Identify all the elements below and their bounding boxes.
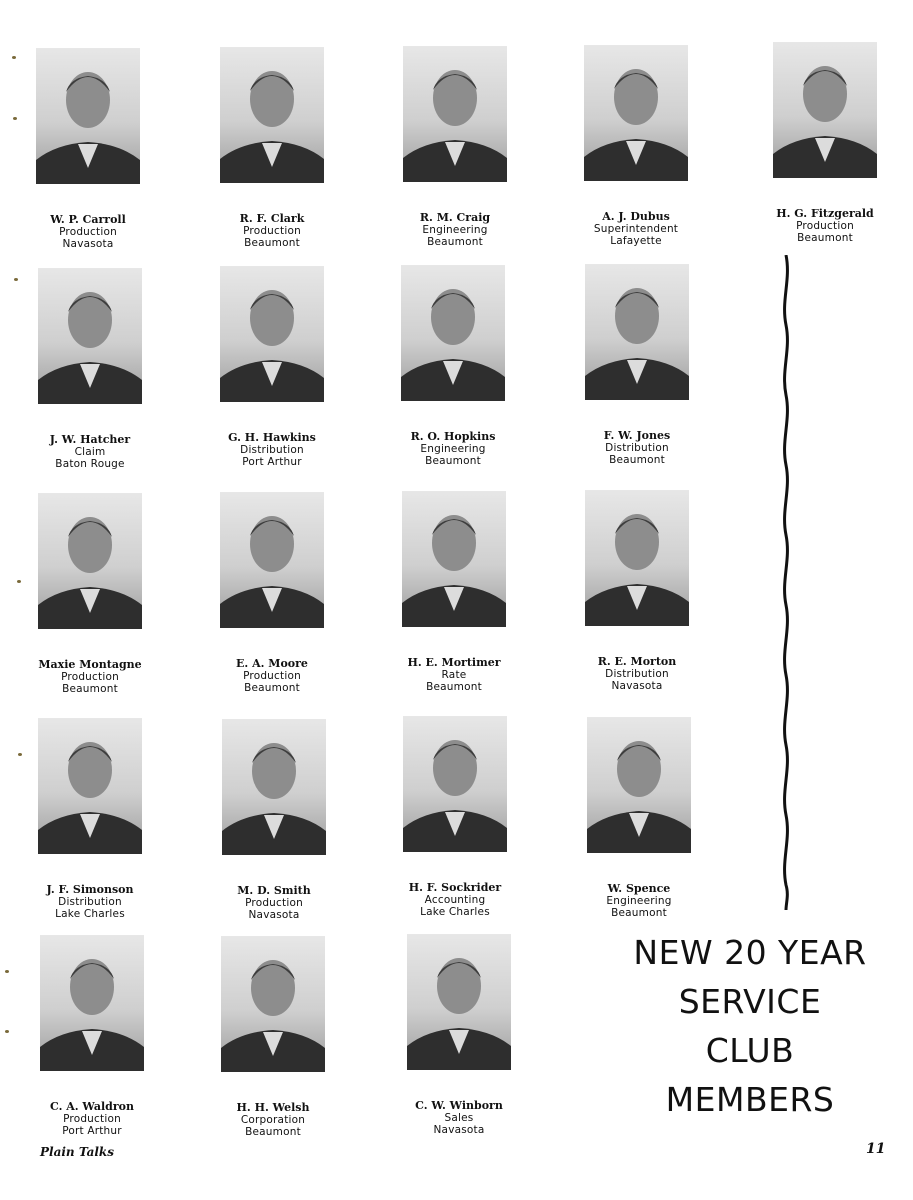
portrait-photo bbox=[220, 492, 324, 628]
member-card bbox=[17, 935, 167, 1137]
member-card bbox=[15, 268, 165, 470]
portrait-photo bbox=[221, 936, 325, 1072]
member-name: R. O. Hopkins bbox=[410, 430, 496, 443]
portrait-photo bbox=[403, 46, 507, 182]
member-location: Navasota bbox=[248, 909, 300, 921]
scan-speck bbox=[14, 278, 18, 281]
wavy-divider bbox=[778, 255, 794, 910]
member-name: H. E. Mortimer bbox=[407, 656, 501, 669]
member-location: Lake Charles bbox=[55, 908, 125, 920]
member-location: Beaumont bbox=[245, 1126, 301, 1138]
member-card bbox=[199, 719, 349, 921]
member-location: Beaumont bbox=[797, 232, 853, 244]
portrait-photo bbox=[222, 719, 326, 855]
member-card bbox=[562, 264, 712, 466]
portrait-photo bbox=[38, 718, 142, 854]
portrait-photo bbox=[36, 48, 140, 184]
member-name: R. F. Clark bbox=[239, 212, 305, 225]
member-location: Beaumont bbox=[609, 454, 665, 466]
member-department: Sales bbox=[444, 1112, 474, 1124]
member-card bbox=[15, 718, 165, 920]
member-department: Superintendent bbox=[593, 223, 679, 235]
member-department: Engineering bbox=[420, 443, 486, 455]
scan-speck bbox=[17, 580, 21, 583]
member-location: Port Arthur bbox=[242, 456, 302, 468]
member-location: Beaumont bbox=[425, 455, 481, 467]
member-name: W. P. Carroll bbox=[50, 213, 126, 226]
member-card bbox=[384, 934, 534, 1136]
member-name: J. F. Simonson bbox=[46, 883, 134, 896]
headline-line: SERVICE bbox=[678, 982, 822, 1021]
member-card bbox=[380, 716, 530, 918]
portrait-photo bbox=[40, 935, 144, 1071]
scan-speck bbox=[13, 117, 17, 120]
member-department: Production bbox=[243, 670, 301, 682]
member-department: Production bbox=[796, 220, 854, 232]
scan-speck bbox=[5, 970, 9, 973]
member-name: R. M. Craig bbox=[419, 211, 491, 224]
member-card bbox=[197, 47, 347, 249]
member-location: Beaumont bbox=[427, 236, 483, 248]
member-location: Beaumont bbox=[62, 683, 118, 695]
member-name: J. W. Hatcher bbox=[49, 433, 131, 446]
member-card bbox=[380, 46, 530, 248]
member-location: Navasota bbox=[62, 238, 114, 250]
member-name: H. F. Sockrider bbox=[408, 881, 502, 894]
portrait-photo bbox=[220, 266, 324, 402]
member-location: Baton Rouge bbox=[55, 458, 125, 470]
member-location: Port Arthur bbox=[62, 1125, 122, 1137]
portrait-photo bbox=[773, 42, 877, 178]
member-name: H. G. Fitzgerald bbox=[776, 207, 874, 220]
member-department: Distribution bbox=[605, 442, 669, 454]
member-department: Production bbox=[63, 1113, 121, 1125]
member-department: Engineering bbox=[422, 224, 488, 236]
publication-name: Plain Talks bbox=[40, 1145, 115, 1159]
member-department: Production bbox=[243, 225, 301, 237]
page-number: 11 bbox=[866, 1141, 886, 1157]
portrait-photo bbox=[220, 47, 324, 183]
member-department: Distribution bbox=[240, 444, 304, 456]
portrait-photo bbox=[584, 45, 688, 181]
member-name: W. Spence bbox=[607, 882, 671, 895]
member-department: Corporation bbox=[240, 1114, 306, 1126]
member-card bbox=[378, 265, 528, 467]
member-name: C. A. Waldron bbox=[50, 1100, 134, 1113]
member-name: F. W. Jones bbox=[603, 429, 671, 442]
scan-speck bbox=[18, 753, 22, 756]
member-name: Maxie Montagne bbox=[38, 658, 142, 671]
member-card bbox=[561, 45, 711, 247]
scan-speck bbox=[5, 1030, 9, 1033]
portrait-photo bbox=[587, 717, 691, 853]
headline-block bbox=[620, 928, 880, 1124]
member-location: Beaumont bbox=[244, 237, 300, 249]
portrait-photo bbox=[407, 934, 511, 1070]
member-location: Lake Charles bbox=[420, 906, 490, 918]
member-department: Accounting bbox=[424, 894, 486, 906]
member-department: Rate bbox=[441, 669, 467, 681]
member-card bbox=[750, 42, 900, 244]
member-name: G. H. Hawkins bbox=[228, 431, 316, 444]
portrait-photo bbox=[403, 716, 507, 852]
portrait-photo bbox=[585, 490, 689, 626]
headline-line: MEMBERS bbox=[665, 1080, 835, 1119]
portrait-photo bbox=[38, 493, 142, 629]
member-card bbox=[562, 490, 712, 692]
member-location: Beaumont bbox=[426, 681, 482, 693]
member-card bbox=[379, 491, 529, 693]
member-department: Distribution bbox=[605, 668, 669, 680]
member-card bbox=[15, 493, 165, 695]
member-location: Beaumont bbox=[611, 907, 667, 919]
member-location: Beaumont bbox=[244, 682, 300, 694]
member-name: H. H. Welsh bbox=[236, 1101, 310, 1114]
member-name: A. J. Dubus bbox=[602, 210, 670, 223]
member-department: Distribution bbox=[58, 896, 122, 908]
member-location: Lafayette bbox=[610, 235, 662, 247]
member-name: C. W. Winborn bbox=[415, 1099, 503, 1112]
portrait-photo bbox=[585, 264, 689, 400]
member-card bbox=[197, 266, 347, 468]
member-department: Engineering bbox=[606, 895, 672, 907]
portrait-photo bbox=[402, 491, 506, 627]
portrait-photo bbox=[401, 265, 505, 401]
member-location: Navasota bbox=[433, 1124, 485, 1136]
scan-speck bbox=[12, 56, 16, 59]
member-department: Production bbox=[61, 671, 119, 683]
member-name: R. E. Morton bbox=[597, 655, 677, 668]
member-name: E. A. Moore bbox=[236, 657, 308, 670]
member-card bbox=[564, 717, 714, 919]
member-location: Navasota bbox=[611, 680, 663, 692]
headline-line: NEW 20 YEAR bbox=[633, 933, 867, 972]
member-card bbox=[198, 936, 348, 1138]
member-name: M. D. Smith bbox=[237, 884, 311, 897]
portrait-photo bbox=[38, 268, 142, 404]
headline-line: CLUB bbox=[705, 1031, 795, 1070]
member-card bbox=[197, 492, 347, 694]
member-department: Claim bbox=[74, 446, 106, 458]
member-card bbox=[13, 48, 163, 250]
member-department: Production bbox=[245, 897, 303, 909]
member-department: Production bbox=[59, 226, 117, 238]
